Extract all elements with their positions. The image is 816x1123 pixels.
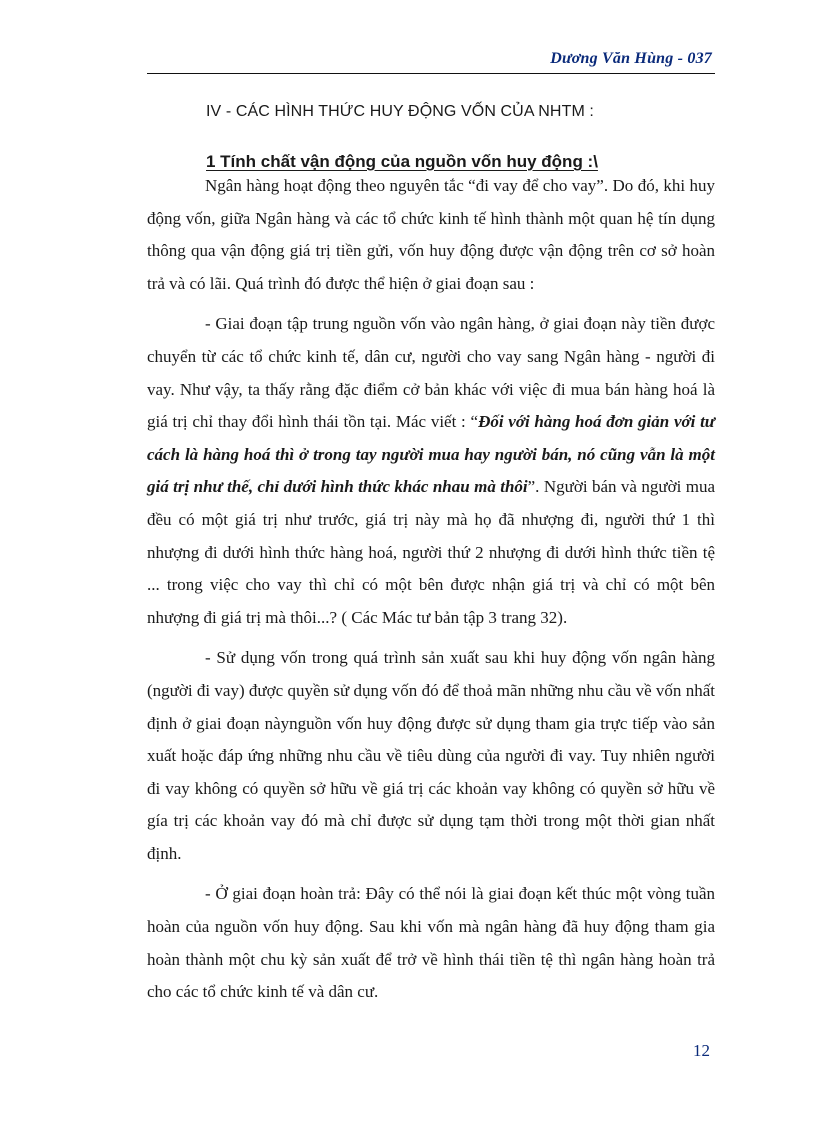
- section-title: IV - CÁC HÌNH THỨC HUY ĐỘNG VỐN CỦA NHTM :: [206, 103, 594, 120]
- paragraph-1: Ngân hàng hoạt động theo nguyên tắc “đi vay để cho vay”. Do đó, khi huy động vốn, giữa Ngân hàng và các tổ chức kinh tế hình thành một quan hệ tín dụng thông qua vận động giá trị tiền gửi, vốn huy động được vận động trên cơ sở hoàn trả và có lãi. Quá trình đó được thể hiện ở giai đoạn sau :: [147, 176, 715, 293]
- header-rule: [147, 73, 715, 74]
- paragraph-4: - Ở giai đoạn hoàn trả: Đây có thể nói là giai đoạn kết thúc một vòng tuần hoàn của nguồn vốn huy động. Sau khi vốn mà ngân hàng đã huy động tham gia hoàn thành một chu kỳ sản xuất để trở về hình thái tiền tệ thì ngân hàng hoàn trả cho các tổ chức kinh tế và dân cư.: [147, 884, 715, 1002]
- paragraph-3: - Sử dụng vốn trong quá trình sản xuất sau khi huy động vốn ngân hàng (người đi vay) được quyền sử dụng vốn đó để thoả mãn những nhu cầu về vốn nhất định ở giai đoạn nàynguồn vốn huy động được sử dụng tham gia trực tiếp vào sản xuất hoặc đáp ứng những nhu cầu về tiêu dùng của người đi vay. Tuy nhiên người đi vay không có quyền sở hữu về giá trị các khoản vay không có quyền sở hữu về gía trị các khoản vay đó mà chỉ được sử dụng tạm thời trong một thời gian nhất định.: [147, 648, 715, 863]
- page-number: 12: [693, 1041, 710, 1060]
- marx-quote: Đối với hàng hoá đơn giản với tư cách là hàng hoá thì ở trong tay người mua hay người bán, nó cũng vẫn là một giá trị như thế, chỉ dưới hình thức khác nhau mà thôi: [147, 412, 715, 497]
- header-author: Dương Văn Hùng - 037: [550, 50, 712, 67]
- sub-heading: 1 Tính chất vận động của nguồn vốn huy động :\: [206, 152, 598, 171]
- paragraph-2-rest: ”. Người bán và người mua đều có một giá trị như trước, giá trị này mà họ đã nhượng đi, người thứ 1 thì nhượng đi dưới hình thức hàng hoá, người thứ 2 nhượng đi dưới hình thức tiền tệ ... trong việc cho vay thì chỉ có một bên được nhận giá trị và chỉ có một bên nhượng đi giá trị mà thôi...? ( Các Mác tư bản tập 3 trang 32).: [147, 477, 715, 627]
- paragraph-2: [147, 308, 715, 634]
- body-text: [147, 170, 715, 1009]
- paragraph-2-intro: - Giai đoạn tập trung nguồn vốn vào ngân hàng, ở giai đoạn này tiền được chuyển từ các tổ chức kinh tế, dân cư, người cho vay sang Ngân hàng - người đi vay. Như vậy, ta thấy rằng đặc điểm cở bản khác với việc đi mua bán hàng hoá là giá trị chỉ thay đổi hình thái tồn tại. Mác viết : “: [147, 314, 715, 432]
